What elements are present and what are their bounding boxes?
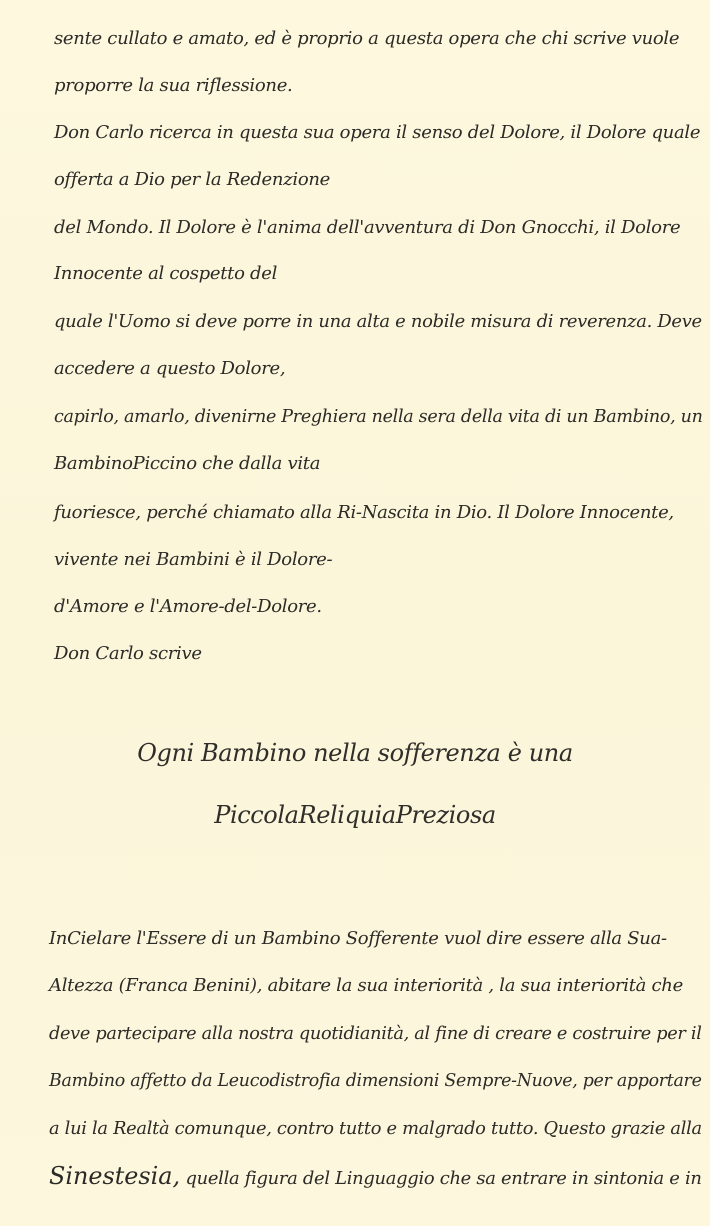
text-line: Don Carlo scrive <box>54 643 202 664</box>
text-line: deve partecipare alla nostra quotidianità, al fine di creare e costruire per il <box>49 1023 702 1044</box>
text-line: quale l'Uomo si deve porre in una alta e nobile misura di reverenza. Deve <box>54 311 702 332</box>
text-line: fuoriesce, perché chiamato alla Ri-Nascita in Dio. Il Dolore Innocente, <box>54 502 674 523</box>
text-line: Don Carlo ricerca in questa sua opera il senso del Dolore, il Dolore quale <box>54 122 701 143</box>
text-line: capirlo, amarlo, divenirne Preghiera nella sera della vita di un Bambino, un <box>54 406 703 427</box>
text-line: Innocente al cospetto del <box>54 263 278 284</box>
text-line: d'Amore e l'Amore-del-Dolore. <box>54 596 322 617</box>
text-line: InCielare l'Essere di un Bambino Sofferente vuol dire essere alla Sua- <box>49 928 667 949</box>
text-line: del Mondo. Il Dolore è l'anima dell'avventura di Don Gnocchi, il Dolore <box>54 217 681 238</box>
text-line: proporre la sua riflessione. <box>54 75 293 96</box>
text-line: offerta a Dio per la Redenzione <box>54 169 331 190</box>
text-line: a lui la Realtà comunque, contro tutto e malgrado tutto. Questo grazie alla <box>49 1118 702 1139</box>
heading-line: Ogni Bambino nella sofferenza è una <box>137 739 573 767</box>
text-line: sente cullato e amato, ed è proprio a questa opera che chi scrive vuole <box>54 28 680 49</box>
text-line-last <box>49 1162 702 1190</box>
text-line: vivente nei Bambini è il Dolore- <box>54 549 333 570</box>
text-line: accedere a questo Dolore, <box>54 358 286 379</box>
text-line: Bambino affetto da Leucodistrofia dimensioni Sempre-Nuove, per apportare <box>49 1070 702 1091</box>
heading-line: PiccolaReliquiaPreziosa <box>214 801 496 829</box>
emphasized-word: Sinestesia, <box>49 1162 181 1190</box>
text-line-rest: quella figura del Linguaggio che sa entrare in sintonia e in <box>180 1168 702 1189</box>
text-line: Altezza (Franca Benini), abitare la sua interiorità , la sua interiorità che <box>49 975 683 996</box>
text-line: BambinoPiccino che dalla vita <box>54 453 321 474</box>
